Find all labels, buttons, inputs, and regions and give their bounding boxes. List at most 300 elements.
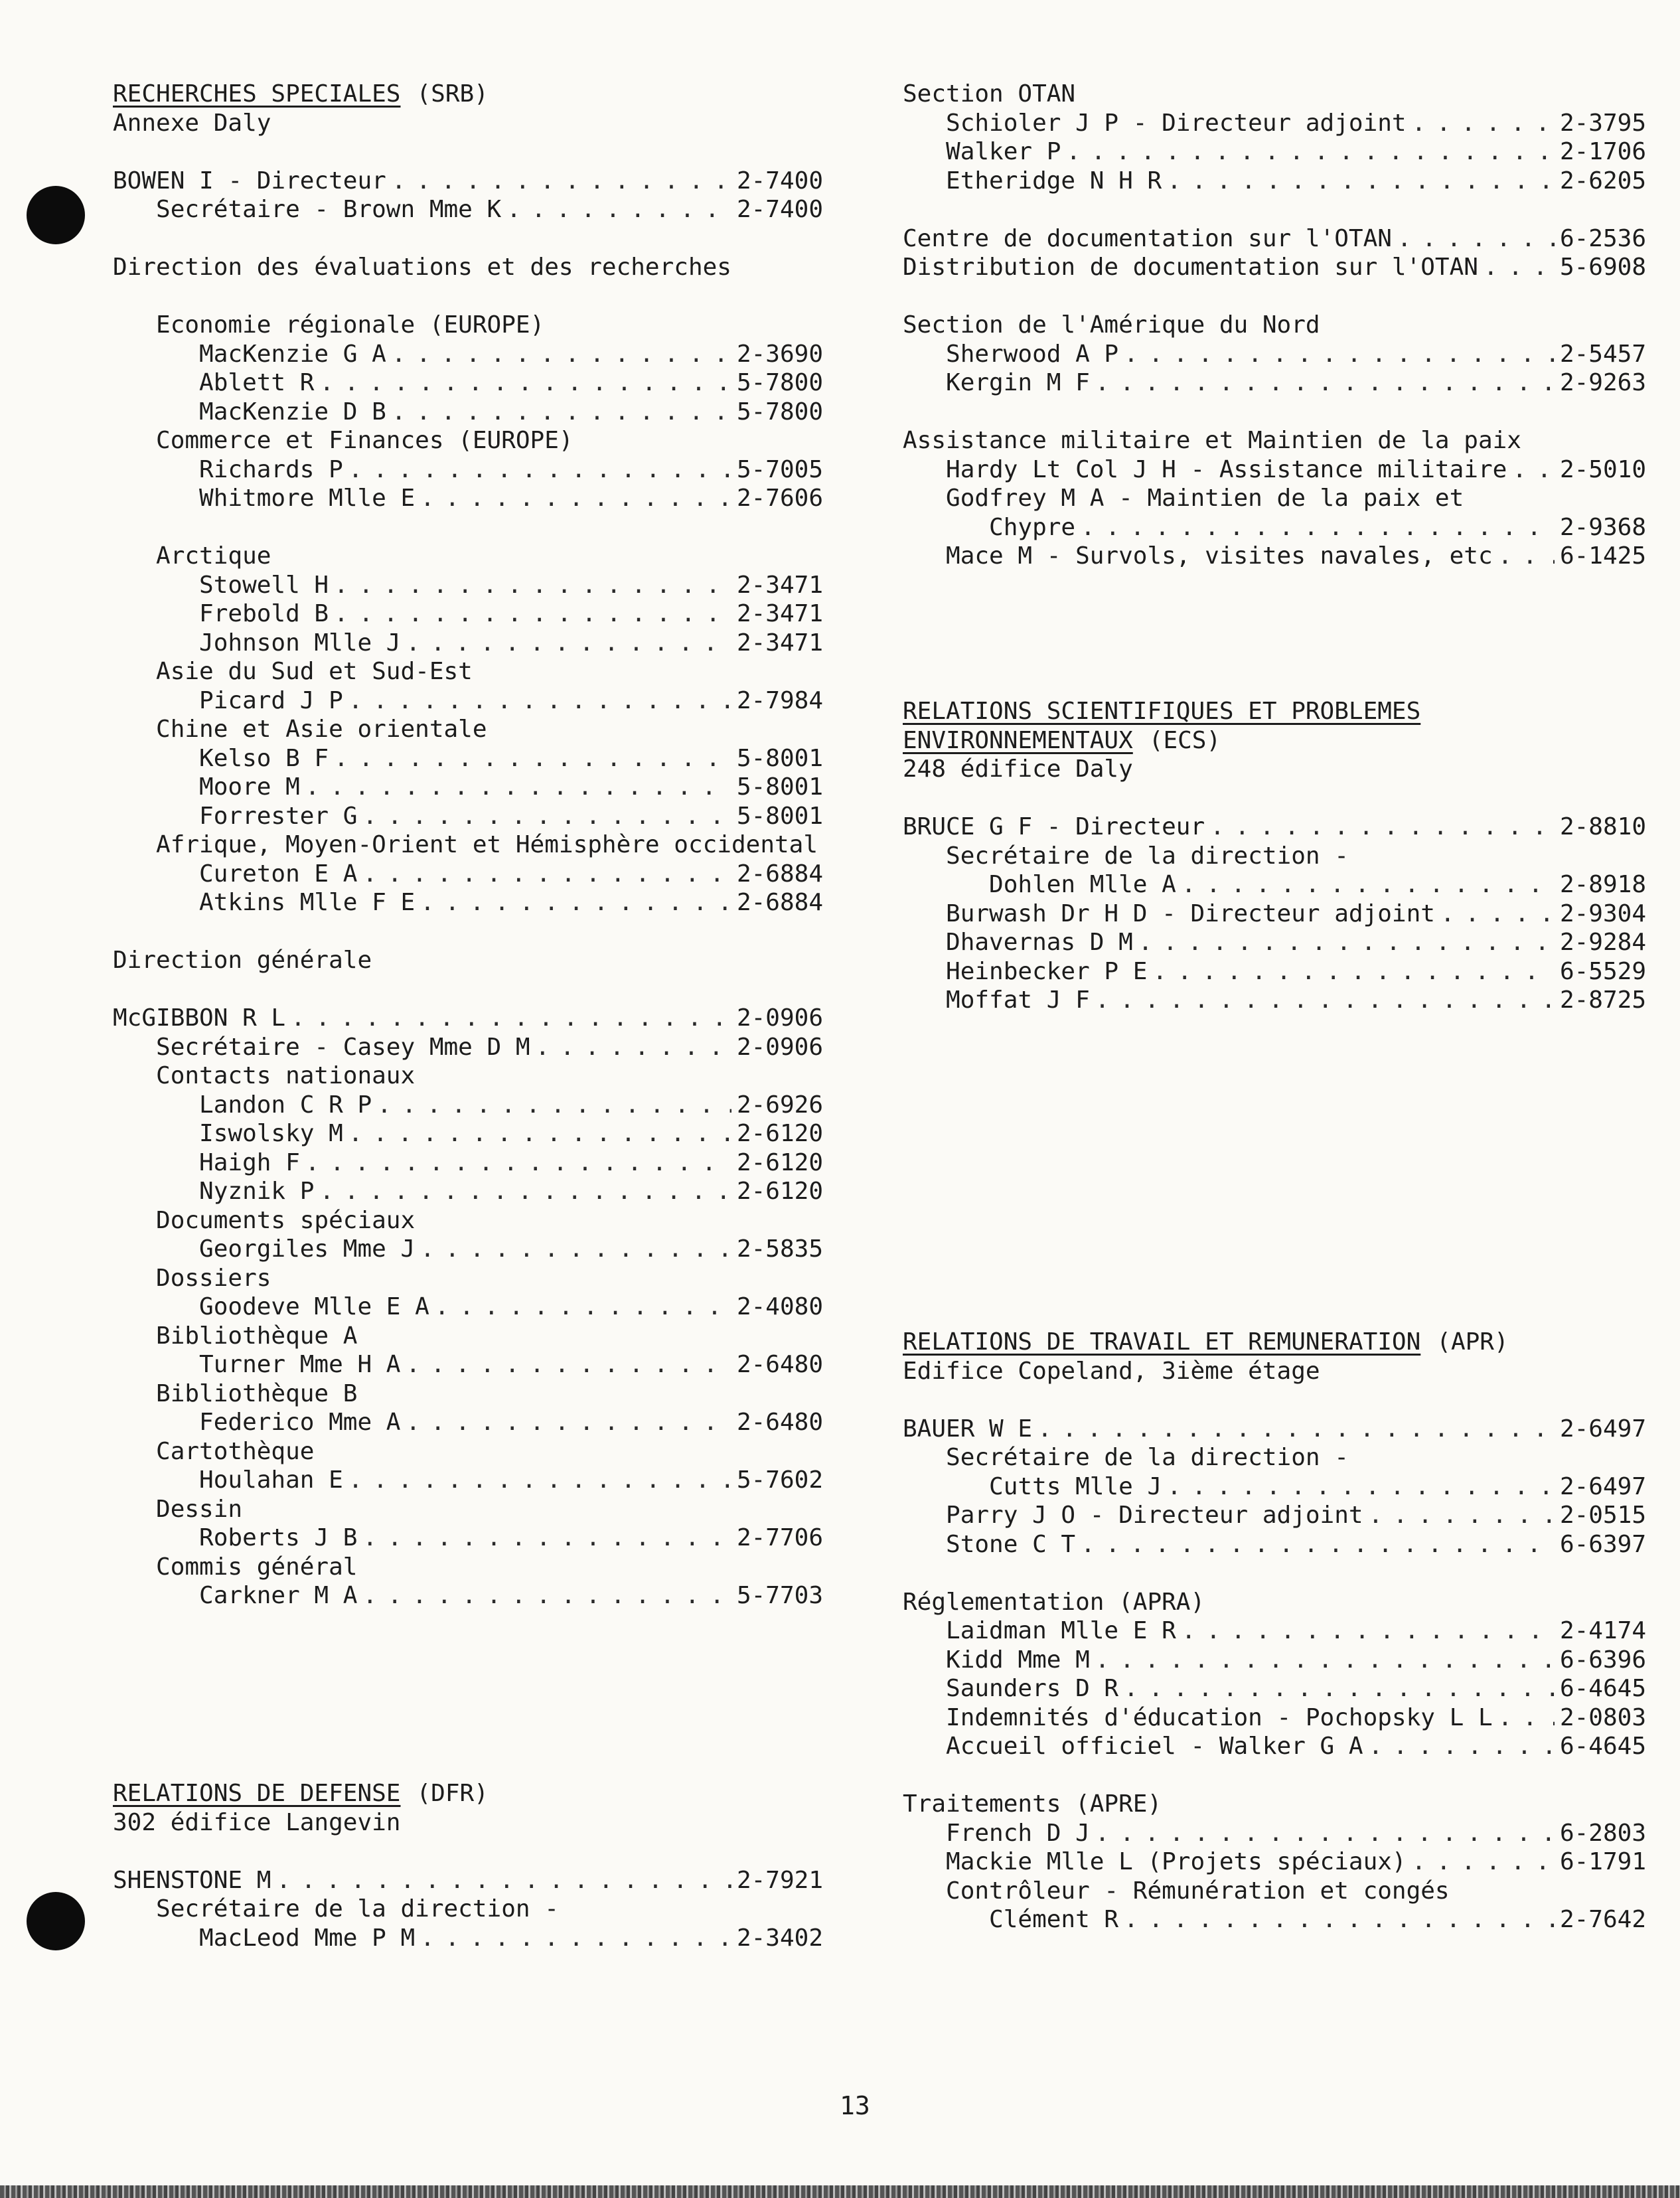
entry-name: Hardy Lt Col J H - Assistance militaire (903, 455, 1507, 483)
leader-dots (1412, 1847, 1555, 1877)
phone-extension: 2-6884 (736, 889, 823, 916)
entry-name: Parry J O - Directeur adjoint (903, 1502, 1363, 1529)
leader-dots (1167, 167, 1555, 196)
directory-entry (113, 1350, 823, 1379)
directory-entry (903, 455, 1646, 485)
phone-extension: 2-5010 (1559, 455, 1646, 483)
leader-dots (1512, 455, 1555, 485)
directory-label (113, 715, 823, 744)
directory-entry (113, 1581, 823, 1610)
directory-label (903, 80, 1646, 109)
entry-name: Cartothèque (113, 1437, 315, 1465)
phone-extension: 6-2536 (1559, 224, 1646, 252)
phone-extension: 2-1706 (1559, 138, 1646, 165)
section-code: (SRB) (416, 80, 489, 108)
leader-dots (420, 888, 731, 917)
entry-name: Iswolsky M (113, 1120, 343, 1147)
leader-dots (1152, 957, 1554, 986)
directory-entry (113, 1177, 823, 1206)
directory-entry (903, 109, 1646, 138)
phone-extension: 2-7606 (736, 485, 823, 512)
entry-name: Distribution de documentation sur l'OTAN (903, 254, 1478, 281)
page-number: 13 (840, 2091, 870, 2120)
phone-extension: 2-9284 (1559, 929, 1646, 956)
phone-extension: 5-7800 (736, 398, 823, 426)
section-code: (DFR) (416, 1780, 489, 1807)
directory-label (113, 426, 823, 455)
entry-name: BOWEN I - Directeur (113, 167, 386, 195)
directory-entry (113, 455, 823, 485)
entry-name: Direction des évaluations et des recherches (113, 254, 731, 281)
directory-entry (903, 253, 1646, 282)
phone-extension: 2-9304 (1559, 900, 1646, 927)
entry-name: Moore M (113, 773, 300, 801)
directory-label (113, 657, 823, 686)
leader-dots (334, 744, 731, 773)
directory-entry (113, 773, 823, 802)
entry-name: Asie du Sud et Sud-Est (113, 658, 473, 685)
phone-extension: 2-4174 (1559, 1617, 1646, 1644)
phone-extension: 2-0803 (1559, 1703, 1646, 1731)
entry-name: 248 édifice Daly (903, 755, 1133, 783)
leader-dots (1095, 1819, 1555, 1848)
entry-name: Godfrey M A - Maintien de la paix et (903, 485, 1464, 512)
entry-name: Arctique (113, 542, 271, 570)
entry-name: Forrester G (113, 802, 358, 830)
phone-extension: 2-0906 (736, 1033, 823, 1061)
directory-label (903, 426, 1646, 455)
entry-name: French D J (903, 1819, 1090, 1847)
entry-name: Picard J P (113, 686, 343, 714)
directory-entry (903, 1616, 1646, 1646)
directory-entry (903, 928, 1646, 957)
entry-name: Contrôleur - Rémunération et congés (903, 1877, 1450, 1905)
phone-extension: 6-6396 (1559, 1646, 1646, 1674)
entry-name: Kidd Mme M (903, 1646, 1090, 1674)
phone-extension: 2-3690 (736, 340, 823, 368)
leader-dots (406, 1350, 731, 1379)
directory-label (903, 842, 1646, 871)
entry-name: Heinbecker P E (903, 957, 1148, 985)
directory-entry (903, 986, 1646, 1015)
entry-name: BAUER W E (903, 1415, 1033, 1443)
entry-name: Turner Mme H A (113, 1351, 401, 1378)
phone-extension: 2-6480 (736, 1351, 823, 1378)
phone-extension: 2-7400 (736, 196, 823, 223)
phone-extension: 2-7706 (736, 1524, 823, 1551)
directory-entry (903, 1847, 1646, 1877)
directory-entry (903, 167, 1646, 196)
entry-name: Dossiers (113, 1264, 271, 1292)
directory-entry (113, 1408, 823, 1437)
directory-entry (903, 813, 1646, 842)
section-heading-dfr (113, 1779, 489, 1808)
entry-name: BRUCE G F - Directeur (903, 813, 1205, 840)
entry-name: Section OTAN (903, 80, 1076, 108)
directory-label (113, 542, 823, 571)
directory-entry (113, 860, 823, 889)
entry-name: Atkins Mlle F E (113, 889, 416, 916)
phone-extension: 5-8001 (736, 744, 823, 772)
entry-name: Bibliothèque B (113, 1379, 358, 1407)
directory-entry (113, 1033, 823, 1062)
entry-name: Indemnités d'éducation - Pochopsky L L (903, 1703, 1493, 1731)
directory-entry (113, 398, 823, 427)
leader-dots (536, 1033, 731, 1062)
directory-entry (903, 542, 1646, 571)
section-heading-srb (113, 80, 489, 109)
directory-entry (113, 340, 823, 369)
entry-name: SHENSTONE M (113, 1866, 271, 1894)
entry-name: Accueil officiel - Walker G A (903, 1733, 1363, 1760)
leader-dots (1182, 1616, 1555, 1646)
directory-entry (113, 1004, 823, 1033)
leader-dots (1037, 1415, 1555, 1444)
phone-extension: 2-6120 (736, 1148, 823, 1176)
phone-extension: 5-7800 (736, 369, 823, 396)
leader-dots (406, 1408, 731, 1437)
leader-dots (1124, 1674, 1555, 1703)
section-heading-apr (903, 1328, 1509, 1357)
directory-entry (113, 167, 823, 196)
entry-name: Sherwood A P (903, 340, 1119, 368)
phone-extension: 2-6205 (1559, 167, 1646, 195)
directory-label (113, 1206, 823, 1235)
entry-name: Bibliothèque A (113, 1322, 358, 1350)
leader-dots (276, 1866, 731, 1895)
entry-name: Johnson Mlle J (113, 629, 401, 657)
phone-extension: 2-0515 (1559, 1502, 1646, 1529)
entry-name: Centre de documentation sur l'OTAN (903, 224, 1392, 252)
entry-name: Frebold B (113, 600, 329, 627)
directory-label (113, 253, 823, 282)
section-title: RELATIONS DE DEFENSE (113, 1780, 401, 1807)
leader-dots (1369, 1501, 1555, 1530)
phone-extension: 2-3402 (736, 1924, 823, 1952)
phone-extension: 2-3471 (736, 571, 823, 599)
entry-name: Roberts J B (113, 1524, 358, 1551)
entry-name: Schioler J P - Directeur adjoint (903, 109, 1407, 137)
entry-name: Edifice Copeland, 3ième étage (903, 1357, 1320, 1385)
entry-name: Mackie Mlle L (Projets spéciaux) (903, 1848, 1407, 1875)
leader-dots (392, 167, 731, 196)
leader-dots (348, 686, 731, 716)
phone-extension: 2-8725 (1559, 986, 1646, 1014)
directory-label (113, 946, 823, 975)
entry-name: Secrétaire - Brown Mme K (113, 196, 502, 223)
entry-name: Dohlen Mlle A (903, 871, 1176, 898)
directory-entry (903, 340, 1646, 369)
phone-extension: 2-5835 (736, 1235, 823, 1263)
entry-name: Goodeve Mlle E A (113, 1293, 429, 1320)
leader-dots (334, 571, 731, 600)
directory-label (113, 311, 823, 340)
entry-name: Secrétaire de la direction - (113, 1895, 559, 1923)
directory-entry (903, 1674, 1646, 1703)
phone-extension: 6-6397 (1559, 1530, 1646, 1558)
entry-name: Ablett R (113, 369, 315, 396)
directory-label (903, 1357, 1646, 1386)
directory-entry (113, 1524, 823, 1553)
entry-name: Etheridge N H R (903, 167, 1162, 195)
entry-name: MacKenzie D B (113, 398, 386, 426)
leader-dots (305, 1148, 731, 1178)
phone-extension: 6-1425 (1559, 542, 1646, 570)
leader-dots (1397, 224, 1555, 254)
directory-entry (113, 1466, 823, 1495)
leader-dots (291, 1004, 731, 1033)
directory-label (113, 1553, 823, 1582)
entry-name: 302 édifice Langevin (113, 1808, 401, 1836)
leader-dots (1095, 986, 1555, 1015)
phone-extension: 2-0906 (736, 1004, 823, 1032)
directory-label (113, 1061, 823, 1091)
entry-name: Carkner M A (113, 1582, 358, 1609)
phone-extension: 2-4080 (736, 1293, 823, 1320)
phone-extension: 5-8001 (736, 773, 823, 801)
entry-name: Secrétaire de la direction - (903, 842, 1349, 870)
directory-entry (903, 900, 1646, 929)
directory-entry (113, 1119, 823, 1148)
directory-entry (903, 1501, 1646, 1530)
directory-entry (113, 1293, 823, 1322)
entry-name: Dhavernas D M (903, 929, 1133, 956)
directory-label (113, 1895, 823, 1924)
directory-entry (903, 1415, 1646, 1444)
leader-dots (1412, 109, 1555, 138)
phone-extension: 2-7984 (736, 686, 823, 714)
phone-extension: 2-6120 (736, 1120, 823, 1147)
directory-label (113, 109, 823, 138)
directory-entry (903, 368, 1646, 398)
directory-entry (113, 1091, 823, 1120)
directory-label (903, 311, 1646, 340)
entry-name: Burwash Dr H D - Directeur adjoint (903, 900, 1435, 927)
phone-extension: 6-4645 (1559, 1733, 1646, 1760)
phone-extension: 5-7602 (736, 1466, 823, 1494)
directory-entry (903, 1819, 1646, 1848)
entry-name: Economie régionale (EUROPE) (113, 311, 545, 339)
leader-dots (348, 1466, 731, 1495)
entry-name: Contacts nationaux (113, 1062, 416, 1089)
entry-name: Secrétaire de la direction - (903, 1444, 1349, 1471)
entry-name: MacKenzie G A (113, 340, 386, 368)
entry-name: Commis général (113, 1553, 358, 1581)
section-heading-ecs (903, 697, 1420, 726)
directory-entry (113, 686, 823, 716)
phone-extension: 5-6908 (1559, 254, 1646, 281)
phone-extension: 5-7005 (736, 455, 823, 483)
phone-extension: 5-7703 (736, 1582, 823, 1609)
section-heading-ecs-2 (903, 726, 1221, 755)
leader-dots (1484, 253, 1555, 282)
leader-dots (1095, 368, 1555, 398)
phone-extension: 2-6497 (1559, 1415, 1646, 1443)
leader-dots (1081, 513, 1555, 542)
entry-name: Houlahan E (113, 1466, 343, 1494)
leader-dots (392, 340, 731, 369)
leader-dots (362, 1524, 731, 1553)
entry-name: Stone C T (903, 1530, 1076, 1558)
phone-extension: 2-3795 (1559, 109, 1646, 137)
entry-name: McGIBBON R L (113, 1004, 286, 1032)
directory-label (903, 1877, 1646, 1906)
directory-label (113, 1495, 823, 1524)
leader-dots (435, 1293, 731, 1322)
entry-name: Richards P (113, 455, 343, 483)
phone-extension: 2-6480 (736, 1409, 823, 1436)
phone-extension: 5-8001 (736, 802, 823, 830)
phone-extension: 6-1791 (1559, 1848, 1646, 1875)
entry-name: Whitmore Mlle E (113, 485, 416, 512)
directory-entry (113, 888, 823, 917)
directory-entry (903, 1732, 1646, 1761)
entry-name: Moffat J F (903, 986, 1090, 1014)
phone-extension: 2-8810 (1559, 813, 1646, 840)
directory-entry (113, 368, 823, 398)
leader-dots (1124, 340, 1555, 369)
leader-dots (406, 629, 731, 658)
directory-entry (903, 957, 1646, 986)
leader-dots (348, 455, 731, 485)
directory-entry (113, 195, 823, 224)
entry-name: Direction générale (113, 947, 372, 974)
directory-entry (903, 1530, 1646, 1559)
phone-extension: 6-5529 (1559, 957, 1646, 985)
section-code: (ECS) (1148, 726, 1221, 754)
entry-name: MacLeod Mme P M (113, 1924, 416, 1952)
directory-entry (113, 599, 823, 629)
directory-label (903, 1443, 1646, 1472)
directory-entry (113, 1148, 823, 1178)
leader-dots (1081, 1530, 1555, 1559)
leader-dots (319, 1177, 731, 1206)
phone-extension: 2-7400 (736, 167, 823, 195)
directory-entry (113, 1866, 823, 1895)
leader-dots (348, 1119, 731, 1148)
leader-dots (334, 599, 731, 629)
entry-name: Cureton E A (113, 860, 358, 888)
directory-entry (113, 1924, 823, 1953)
entry-name: Section de l'Amérique du Nord (903, 311, 1320, 339)
directory-entry (113, 802, 823, 831)
leader-dots (1167, 1472, 1555, 1502)
leader-dots (1182, 870, 1555, 900)
entry-name: Assistance militaire et Maintien de la paix (903, 427, 1521, 454)
section-title: RELATIONS SCIENTIFIQUES ET PROBLEMES (903, 698, 1421, 725)
leader-dots (362, 860, 731, 889)
leader-dots (420, 484, 731, 513)
leader-dots (377, 1091, 731, 1120)
leader-dots (392, 398, 731, 427)
entry-name: Georgiles Mme J (113, 1235, 416, 1263)
entry-name: Traitements (APRE) (903, 1790, 1162, 1818)
leader-dots (1095, 1646, 1555, 1675)
directory-entry (113, 484, 823, 513)
phone-extension: 6-4645 (1559, 1675, 1646, 1702)
entry-name: Kelso B F (113, 744, 329, 772)
directory-entry (903, 870, 1646, 900)
entry-name: Saunders D R (903, 1675, 1119, 1702)
binder-hole-bottom (27, 1892, 85, 1950)
directory-label (903, 484, 1646, 513)
section-code: (APR) (1436, 1328, 1509, 1356)
section-title: RELATIONS DE TRAVAIL ET REMUNERATION (903, 1328, 1421, 1356)
leader-dots (420, 1235, 731, 1264)
entry-name: Stowell H (113, 571, 329, 599)
leader-dots (506, 195, 731, 224)
entry-name: Cutts Mlle J (903, 1472, 1162, 1500)
entry-name: Documents spéciaux (113, 1206, 416, 1234)
phone-extension: 2-6884 (736, 860, 823, 888)
directory-entry (113, 1235, 823, 1264)
directory-label (113, 830, 823, 860)
phone-extension: 2-7642 (1559, 1906, 1646, 1933)
phone-extension: 2-7921 (736, 1866, 823, 1894)
directory-entry (903, 137, 1646, 167)
scan-edge (0, 2185, 1680, 2198)
directory-entry (113, 629, 823, 658)
leader-dots (1440, 900, 1555, 929)
directory-entry (903, 224, 1646, 254)
directory-entry (903, 513, 1646, 542)
directory-entry (113, 744, 823, 773)
phone-extension: 2-9368 (1559, 513, 1646, 541)
directory-label (113, 1808, 823, 1838)
phone-extension: 2-3471 (736, 629, 823, 657)
leader-dots (1498, 542, 1555, 571)
directory-entry (903, 1905, 1646, 1934)
leader-dots (1210, 813, 1555, 842)
directory-label (903, 1588, 1646, 1617)
phone-extension: 2-3471 (736, 600, 823, 627)
entry-name: Réglementation (APRA) (903, 1588, 1205, 1616)
directory-label (903, 1790, 1646, 1819)
directory-entry (903, 1472, 1646, 1502)
directory-label (113, 1379, 823, 1409)
phone-extension: 2-6497 (1559, 1472, 1646, 1500)
section-title: ENVIRONNEMENTAUX (903, 726, 1133, 754)
entry-name: Haigh F (113, 1148, 300, 1176)
binder-hole-top (27, 186, 85, 244)
leader-dots (362, 802, 731, 831)
leader-dots (305, 773, 731, 802)
entry-name: Mace M - Survols, visites navales, etc (903, 542, 1493, 570)
directory-entry (113, 571, 823, 600)
entry-name: Annexe Daly (113, 109, 271, 137)
phone-extension: 2-6120 (736, 1178, 823, 1205)
leader-dots (1498, 1703, 1555, 1733)
entry-name: Secrétaire - Casey Mme D M (113, 1033, 530, 1061)
entry-name: Chypre (903, 513, 1076, 541)
entry-name: Clément R (903, 1906, 1119, 1933)
phone-extension: 2-9263 (1559, 369, 1646, 396)
directory-label (113, 1437, 823, 1466)
directory-label (903, 755, 1646, 784)
entry-name: Chine et Asie orientale (113, 716, 487, 743)
entry-name: Dessin (113, 1495, 243, 1523)
entry-name: Laidman Mlle E R (903, 1617, 1176, 1644)
leader-dots (1369, 1732, 1555, 1761)
directory-entry (903, 1703, 1646, 1733)
phone-extension: 2-6926 (736, 1091, 823, 1119)
directory-label (113, 1264, 823, 1293)
leader-dots (1138, 928, 1555, 957)
leader-dots (362, 1581, 731, 1610)
section-title: RECHERCHES SPECIALES (113, 80, 401, 108)
entry-name: Afrique, Moyen-Orient et Hémisphère occidental (113, 831, 818, 858)
entry-name: Commerce et Finances (EUROPE) (113, 427, 573, 454)
